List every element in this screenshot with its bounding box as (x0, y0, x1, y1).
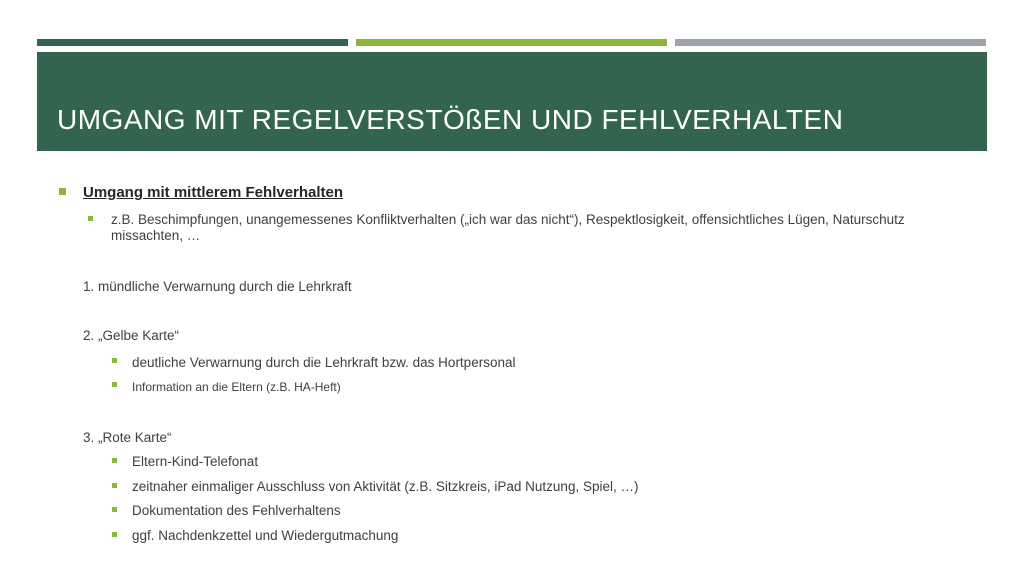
step-3-item-2: zeitnaher einmaliger Ausschluss von Aktivität (z.B. Sitzkreis, iPad Nutzung, Spiel, …) (132, 479, 639, 494)
step-1-label: 1. mündliche Verwarnung durch die Lehrkraft (83, 279, 352, 294)
step-2-item-1: deutliche Verwarnung durch die Lehrkraft bzw. das Hortpersonal (132, 355, 516, 370)
bullet-square (112, 358, 117, 363)
examples-text-line-2: missachten, … (111, 228, 201, 243)
step-3-label: 3. „Rote Karte“ (83, 430, 172, 445)
examples-text-line-1: z.B. Beschimpfungen, unangemessenes Konfliktverhalten („ich war das nicht“), Respektlosigkeit, offensichtliches Lügen, Naturschutz (111, 212, 905, 227)
bullet-square (112, 382, 117, 387)
step-2-item-2: Information an die Eltern (z.B. HA-Heft) (132, 380, 341, 394)
bullet-square (88, 216, 93, 221)
step-2-label: 2. „Gelbe Karte“ (83, 328, 180, 343)
bullet-square (59, 188, 66, 195)
bullet-square (112, 483, 117, 488)
bullet-square (112, 458, 117, 463)
slide-title: UMGANG MIT REGELVERSTÖßEN UND FEHLVERHALTEN (57, 104, 844, 135)
step-3-item-1: Eltern-Kind-Telefonat (132, 454, 259, 469)
step-3-item-4: ggf. Nachdenkzettel und Wiedergutmachung (132, 528, 399, 543)
step-3-item-3: Dokumentation des Fehlverhaltens (132, 503, 341, 518)
bullet-square (112, 532, 117, 537)
bullet-square (112, 507, 117, 512)
section-heading: Umgang mit mittlerem Fehlverhalten (83, 184, 344, 201)
